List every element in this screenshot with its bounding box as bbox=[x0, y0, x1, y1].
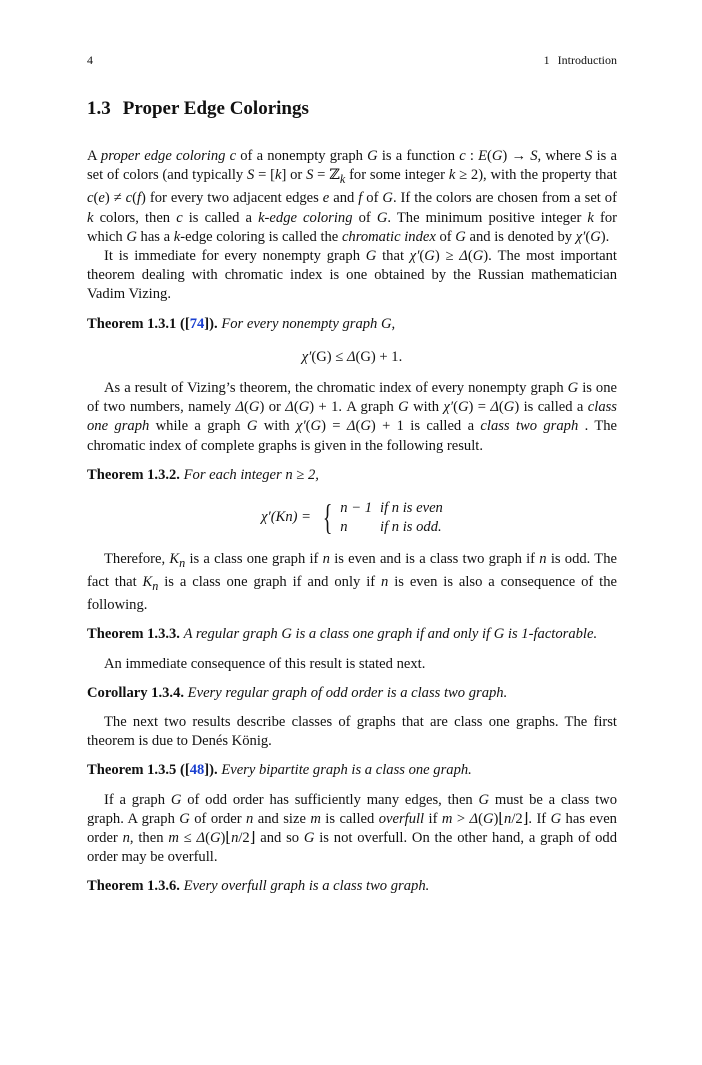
chapter-heading bbox=[544, 52, 617, 68]
theorem-label: Theorem 1.3.2. bbox=[87, 466, 180, 483]
page-number: 4 bbox=[87, 53, 93, 67]
theorem-label: Theorem 1.3.1 bbox=[87, 315, 177, 332]
corollary-1-3-4 bbox=[87, 684, 617, 703]
chapter-title: Introduction bbox=[557, 53, 617, 67]
equation-complete-graph-index: χ′(Kn) = { n − 1 if n is even n if n is odd. bbox=[261, 497, 443, 538]
theorem-1-3-2 bbox=[87, 466, 617, 485]
theorem-statement: For every nonempty graph G, bbox=[221, 315, 396, 332]
section-title: Proper Edge Colorings bbox=[122, 98, 309, 119]
corollary-statement: Every regular graph of odd order is a class two graph. bbox=[187, 684, 508, 701]
theorem-label: Theorem 1.3.6. bbox=[87, 878, 180, 895]
theorem-1-3-3 bbox=[87, 625, 617, 644]
paragraph-konig-intro: The next two results describe classes of graphs that are class one graphs. The first theorem is due to Denés König. bbox=[87, 713, 617, 750]
corollary-label: Corollary 1.3.4. bbox=[87, 684, 185, 701]
theorem-statement: Every overfull graph is a class two graph. bbox=[183, 878, 430, 895]
equation-vizing-bound: χ′(G) ≤ Δ(G) + 1. bbox=[301, 348, 403, 365]
paragraph-class-definitions: As a result of Vizing’s theorem, the chromatic index of every nonempty graph G is one of two numbers, namely Δ(G) or Δ(G) + 1. A graph G with χ′(G) = Δ(G) is called a class one graph while a graph G with χ′(G) = Δ(G) + 1 is called a class two graph . The chromatic index of complete graphs is given in the following result. bbox=[87, 379, 618, 454]
theorem-statement: A regular graph G is a class one graph if and only if G is 1-factorable. bbox=[183, 626, 598, 643]
paragraph-overfull: If a graph G of odd order has sufficiently many edges, then G must be a class two graph. A graph G of order n and size m is called overfull if m > Δ(G)⌊n/2⌋. If G has even order n, then m ≤ Δ(G)⌊n/2⌋ and so G is not overfull. On the other hand, a graph of odd order may be overfull. bbox=[87, 791, 618, 866]
running-head bbox=[87, 52, 617, 68]
theorem-1-3-5: Theorem 1.3.5 ([48]). Every bipartite graph is a class one graph. bbox=[87, 762, 472, 779]
theorem-1-3-6 bbox=[87, 877, 617, 896]
book-page bbox=[87, 52, 617, 897]
section-number: 1.3 bbox=[87, 98, 111, 119]
citation-link-74[interactable]: 74 bbox=[189, 315, 205, 332]
theorem-statement: Every bipartite graph is a class one graph. bbox=[221, 762, 472, 779]
left-brace: { bbox=[322, 497, 333, 538]
section-heading bbox=[87, 97, 617, 121]
theorem-statement: For each integer n ≥ 2, bbox=[183, 466, 319, 483]
citation-link-48[interactable]: 48 bbox=[189, 762, 205, 779]
paragraph-vizing-intro: It is immediate for every nonempty graph G that χ′(G) ≥ Δ(G). The most important theorem dealing with chromatic index is one obtained by the Russian mathematician Vadim Vizing. bbox=[87, 247, 617, 303]
paragraph-complete-graphs: Therefore, $K_n$ is a class one graph if n is even and is a class two graph if n is odd. The fact that $K_n$ is a class one graph if and only if n is even is also a consequence of the following. bbox=[87, 550, 617, 614]
theorem-label: Theorem 1.3.5 bbox=[87, 762, 177, 779]
theorem-label: Theorem 1.3.3. bbox=[87, 626, 180, 643]
paragraph-consequence: An immediate consequence of this result is stated next. bbox=[104, 655, 426, 672]
theorem-1-3-1: Theorem 1.3.1 ([74]). For every nonempty graph G, bbox=[87, 315, 396, 332]
chapter-number: 1 bbox=[543, 53, 550, 67]
paragraph-definition: A proper edge coloring c of a nonempty graph G is a function c : E(G) → S, where S is a set of colors (and typically S = [k] or S = ℤ$_k$ for some integer k ≥ 2), with the property that c(e) ≠ c(f) for every two adjacent edges e and f of G. If the colors are chosen from a set of k colors, then c is called a k-edge coloring of G. The minimum positive integer k for which G has a k-edge coloring is called the chromatic index of G and is denoted by χ′(G). bbox=[87, 148, 617, 245]
